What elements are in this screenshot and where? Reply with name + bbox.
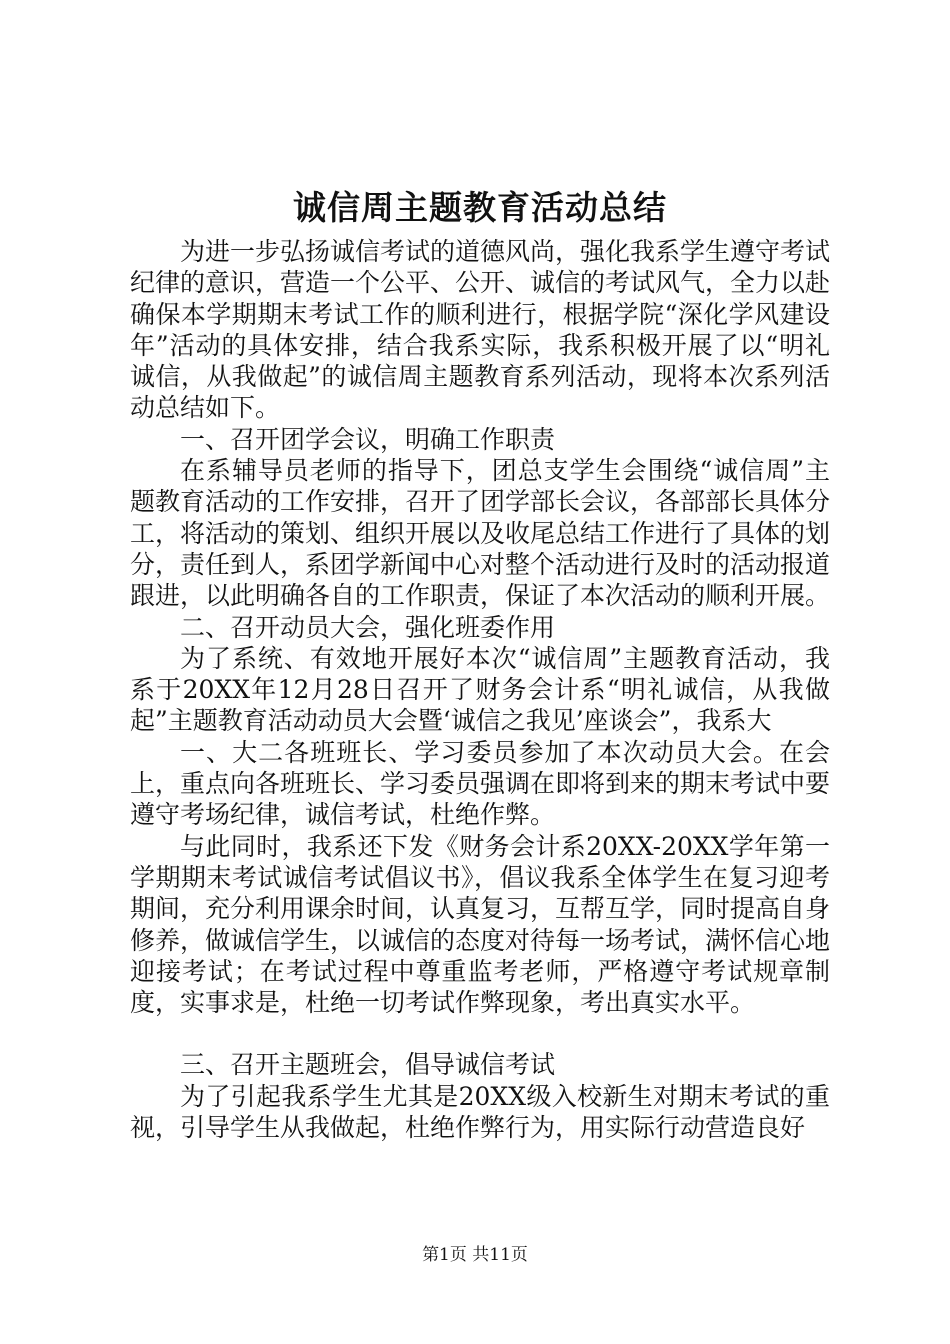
section-2-paragraph: 为了系统、有效地开展好本次“诚信周”主题教育活动，我系于20XX年12月28日召开了财务会计系“明礼诚信，从我做起”主题教育活动动员大会暨‘诚信之我见’座谈会”，我系大 <box>130 643 830 736</box>
document-page <box>130 186 830 1143</box>
section-heading-2: 二、召开动员大会，强化班委作用 <box>180 612 556 642</box>
section-2-initiative-paragraph: 与此同时，我系还下发《财务会计系20XX-20XX学年第一学期期末考试诚信考试倡议书》，倡议我系全体学生在复习迎考期间，充分利用课余时间，认真复习，互帮互学，同时提高自身修养，做诚信学生，以诚信的态度对待每一场考试，满怀信心地迎接考试；在考试过程中尊重监考老师，严格遵守考试规章制度，实事求是，杜绝一切考试作弊现象，考出真实水平。 <box>130 831 831 1018</box>
section-heading-3: 三、召开主题班会，倡导诚信考试 <box>180 1050 556 1080</box>
page-footer: 第1页 共11页 <box>422 1245 528 1265</box>
intro-paragraph: 为进一步弘扬诚信考试的道德风尚，强化我系学生遵守考试纪律的意识，营造一个公平、公开、诚信的考试风气，全力以赴确保本学期期末考试工作的顺利进行，根据学院“深化学风建设年”活动的具体安排，结合我系实际，我系积极开展了以“明礼诚信，从我做起”的诚信周主题教育系列活动，现将本次系列活动总结如下。 <box>130 237 831 423</box>
section-1-paragraph: 在系辅导员老师的指导下，团总支学生会围绕“诚信周”主题教育活动的工作安排，召开了团学部长会议，各部部长具体分工，将活动的策划、组织开展以及收尾总结工作进行了具体的划分，责任到人，系团学新闻中心对整个活动进行及时的活动报道跟进，以此明确各自的工作职责，保证了本次活动的顺利开展。 <box>130 456 831 611</box>
section-heading-1: 一、召开团学会议，明确工作职责 <box>180 424 556 454</box>
section-2-paragraph-continued: 一、大二各班班长、学习委员参加了本次动员大会。在会上，重点向各班班长、学习委员强调在即将到来的期末考试中要遵守考场纪律，诚信考试，杜绝作弊。 <box>130 737 831 830</box>
document-title: 诚信周主题教育活动总结 <box>293 188 667 227</box>
section-3-paragraph: 为了引起我系学生尤其是20XX级入校新生对期末考试的重视，引导学生从我做起，杜绝作弊行为，用实际行动营造良好 <box>130 1081 830 1143</box>
